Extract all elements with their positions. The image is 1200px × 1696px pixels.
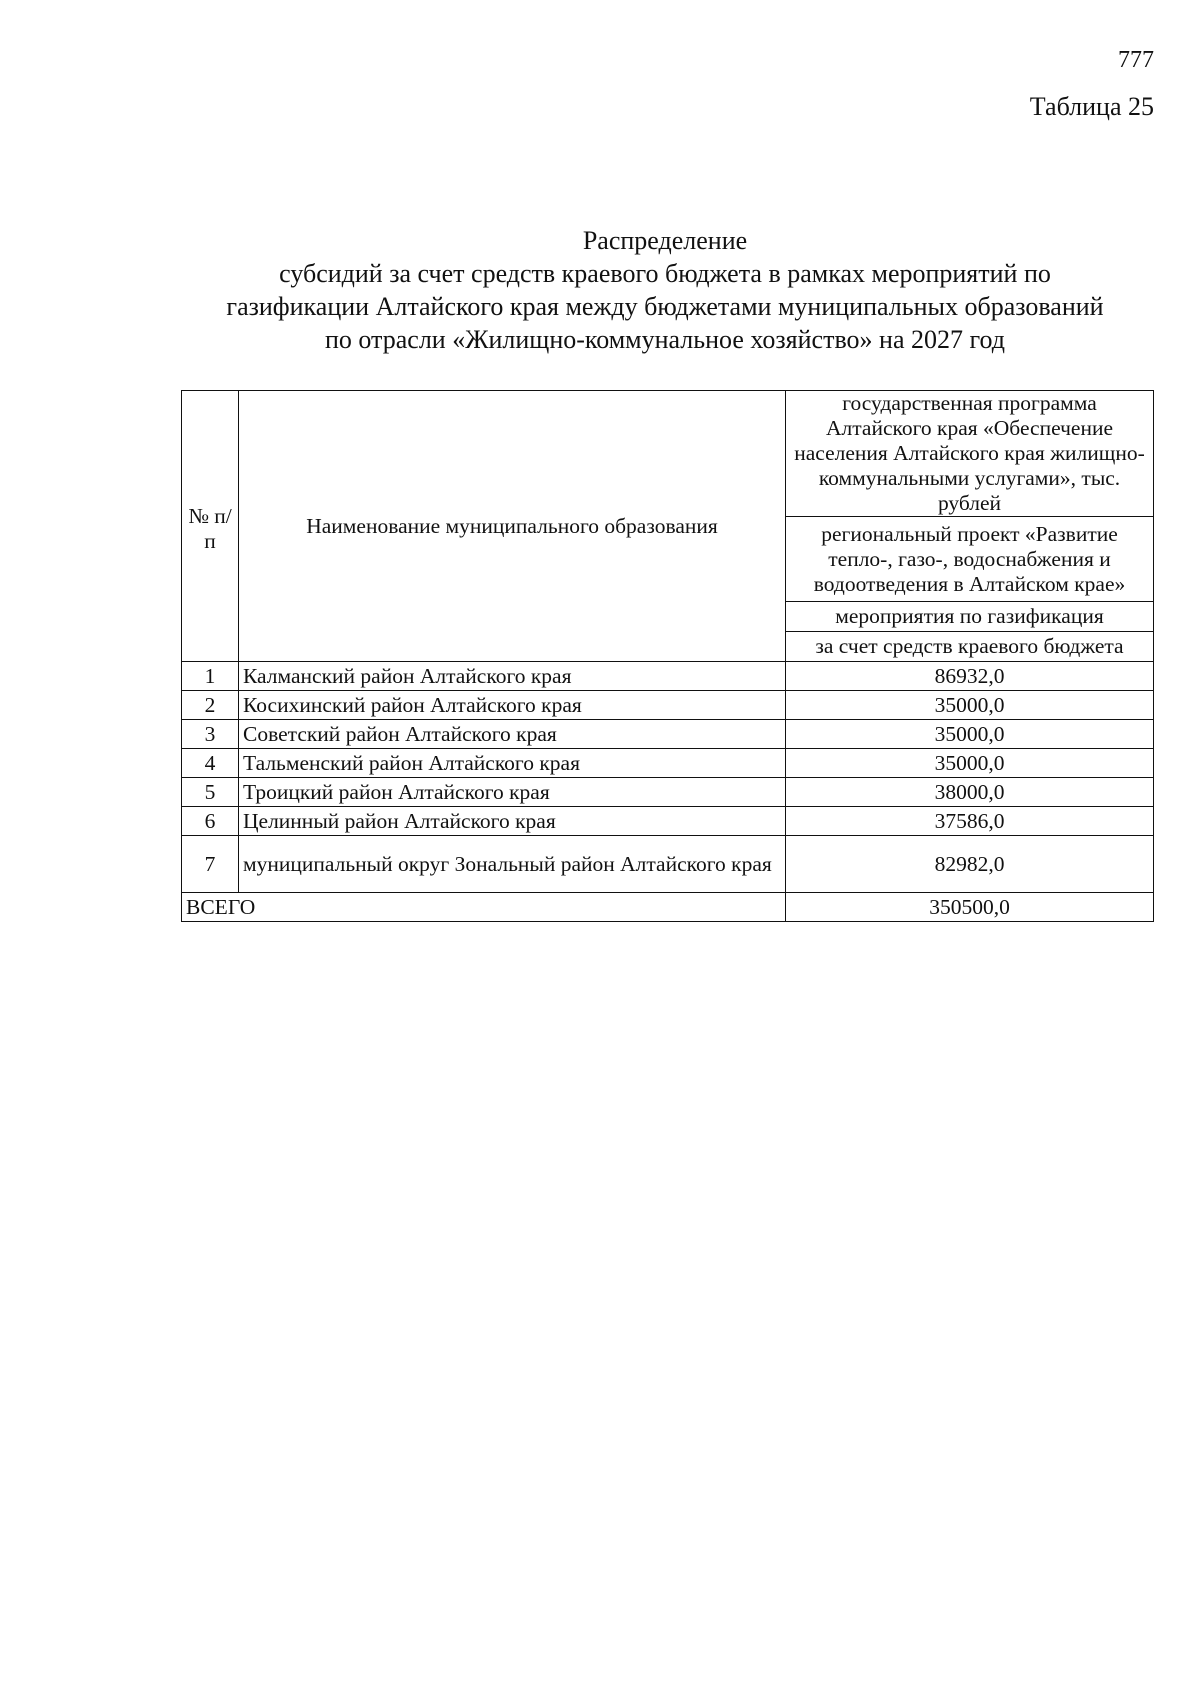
table-row bbox=[182, 807, 1154, 836]
row-name: Целинный район Алтайского края bbox=[239, 807, 786, 836]
row-name: Косихинский район Алтайского края bbox=[239, 691, 786, 720]
row-name: Калманский район Алтайского края bbox=[239, 662, 786, 691]
header-project: региональный проект «Развитие тепло-, газо-, водоснабжения и водоотведения в Алтайском крае» bbox=[786, 517, 1154, 602]
row-value: 35000,0 bbox=[786, 749, 1154, 778]
row-name: муниципальный округ Зональный район Алтайского края bbox=[239, 836, 786, 893]
table-label: Таблица 25 bbox=[1029, 92, 1154, 121]
header-num: № п/п bbox=[182, 391, 239, 662]
title-line-4: по отрасли «Жилищно-коммунальное хозяйство» на 2027 год bbox=[324, 325, 1006, 354]
page-number: 777 bbox=[1118, 47, 1154, 73]
header-row bbox=[182, 391, 1154, 517]
row-name: Советский район Алтайского края bbox=[239, 720, 786, 749]
table-row bbox=[182, 720, 1154, 749]
row-value: 37586,0 bbox=[786, 807, 1154, 836]
row-num: 5 bbox=[182, 778, 239, 807]
table-row bbox=[182, 749, 1154, 778]
row-name: Тальменский район Алтайского края bbox=[239, 749, 786, 778]
header-name: Наименование муниципального образования bbox=[239, 391, 786, 662]
row-value: 86932,0 bbox=[786, 662, 1154, 691]
row-num: 4 bbox=[182, 749, 239, 778]
row-num: 1 bbox=[182, 662, 239, 691]
table-row bbox=[182, 691, 1154, 720]
table-row bbox=[182, 836, 1154, 893]
row-num: 2 bbox=[182, 691, 239, 720]
row-value: 35000,0 bbox=[786, 720, 1154, 749]
header-source: за счет средств краевого бюджета bbox=[786, 632, 1154, 662]
title-line-1: Распределение bbox=[582, 226, 748, 255]
table-row bbox=[182, 662, 1154, 691]
title-line-3: газификации Алтайского края между бюджетами муниципальных образований bbox=[226, 292, 1104, 321]
header-activity: мероприятия по газификация bbox=[786, 602, 1154, 632]
header-program: государственная программа Алтайского края «Обеспечение населения Алтайского края жилищно-коммунальными услугами», тыс. рублей bbox=[786, 391, 1154, 517]
subsidy-table bbox=[181, 390, 1154, 922]
total-row bbox=[182, 893, 1154, 922]
table-row bbox=[182, 778, 1154, 807]
row-value: 38000,0 bbox=[786, 778, 1154, 807]
row-value: 35000,0 bbox=[786, 691, 1154, 720]
row-name: Троицкий район Алтайского края bbox=[239, 778, 786, 807]
document-title bbox=[160, 224, 1170, 356]
row-num: 6 bbox=[182, 807, 239, 836]
total-value: 350500,0 bbox=[786, 893, 1154, 922]
row-num: 7 bbox=[182, 836, 239, 893]
row-value: 82982,0 bbox=[786, 836, 1154, 893]
title-line-2: субсидий за счет средств краевого бюджета в рамках мероприятий по bbox=[279, 259, 1051, 288]
row-num: 3 bbox=[182, 720, 239, 749]
total-label: ВСЕГО bbox=[182, 893, 786, 922]
